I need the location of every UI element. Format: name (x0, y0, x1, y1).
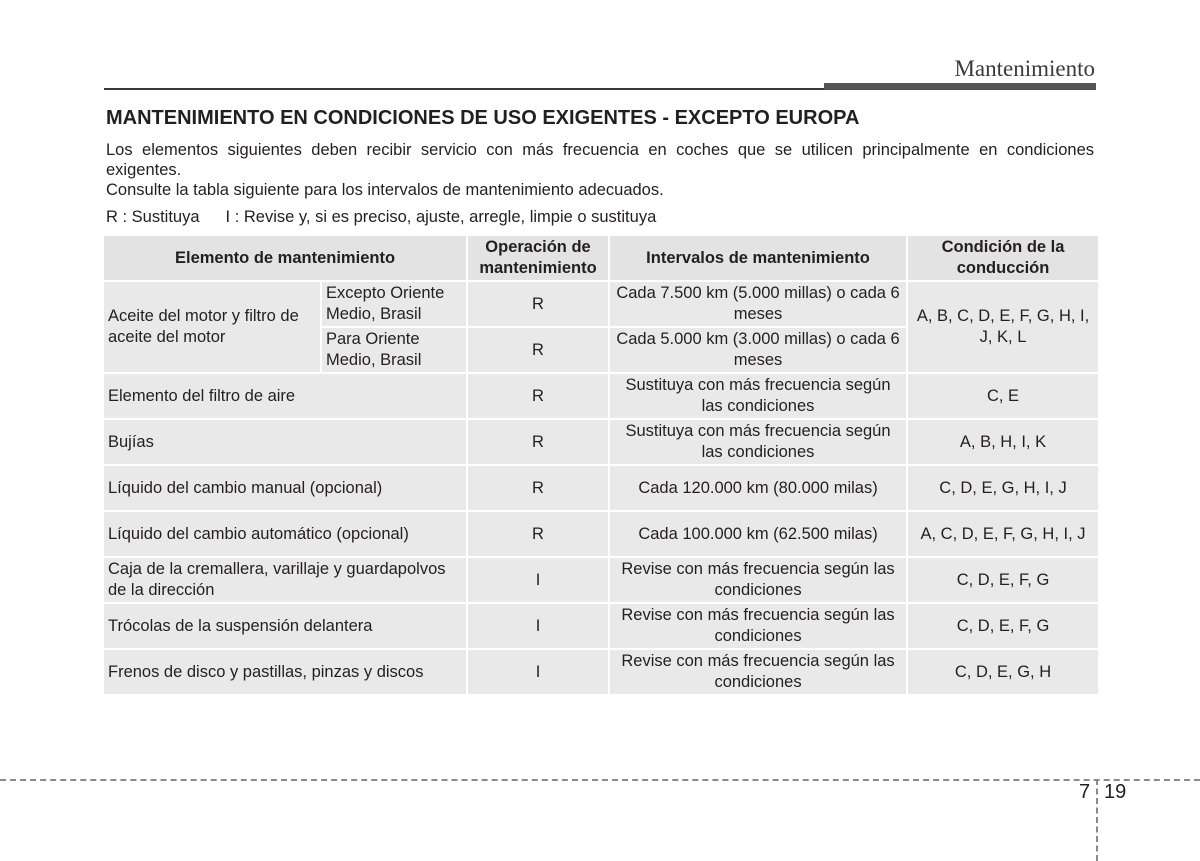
row-item: Bujías (104, 420, 466, 464)
row-operation: I (468, 604, 608, 648)
row-item: Líquido del cambio automático (opcional) (104, 512, 466, 556)
table-row (104, 374, 1098, 418)
row-operation: R (468, 328, 608, 372)
row-conditions: A, B, C, D, E, F, G, H, I, J, K, L (908, 282, 1098, 372)
row-item: Aceite del motor y filtro de aceite del motor (104, 282, 320, 372)
row-operation: I (468, 558, 608, 602)
row-interval: Cada 7.500 km (5.000 millas) o cada 6 meses (610, 282, 906, 326)
table-header-row (104, 236, 1098, 280)
row-conditions: C, D, E, F, G (908, 604, 1098, 648)
legend-inspect: I : Revise y, si es preciso, ajuste, arregle, limpie o sustituya (225, 208, 657, 226)
row-conditions: C, E (908, 374, 1098, 418)
page-number: 19 (1104, 781, 1127, 803)
legend (106, 207, 656, 227)
row-interval: Sustituya con más frecuencia según las condiciones (610, 374, 906, 418)
row-conditions: C, D, E, F, G (908, 558, 1098, 602)
table-row (104, 512, 1098, 556)
row-operation: I (468, 650, 608, 694)
row-interval: Cada 100.000 km (62.500 milas) (610, 512, 906, 556)
row-operation: R (468, 512, 608, 556)
table-row (104, 558, 1098, 602)
header-rule-accent (824, 83, 1096, 90)
row-item: Líquido del cambio manual (opcional) (104, 466, 466, 510)
legend-replace: R : Sustituya (106, 208, 200, 226)
row-interval: Revise con más frecuencia según las condiciones (610, 650, 906, 694)
row-operation: R (468, 466, 608, 510)
row-item: Elemento del filtro de aire (104, 374, 466, 418)
page-title: MANTENIMIENTO EN CONDICIONES DE USO EXIGENTES - EXCEPTO EUROPA (106, 107, 860, 129)
row-conditions: C, D, E, G, H (908, 650, 1098, 694)
row-interval: Sustituya con más frecuencia según las condiciones (610, 420, 906, 464)
row-interval: Revise con más frecuencia según las condiciones (610, 604, 906, 648)
footer-page-separator (1096, 779, 1098, 861)
row-conditions: C, D, E, G, H, I, J (908, 466, 1098, 510)
footer-divider (0, 779, 1200, 781)
maintenance-table (102, 234, 1100, 696)
row-subitem: Excepto Oriente Medio, Brasil (322, 282, 466, 326)
row-operation: R (468, 420, 608, 464)
row-subitem: Para Oriente Medio, Brasil (322, 328, 466, 372)
table-row (104, 466, 1098, 510)
header-item: Elemento de mantenimiento (104, 236, 466, 280)
section-header-title: Mantenimiento (954, 56, 1095, 81)
row-item: Frenos de disco y pastillas, pinzas y discos (104, 650, 466, 694)
table-row (104, 282, 1098, 326)
table-row (104, 604, 1098, 648)
row-item: Caja de la cremallera, varillaje y guardapolvos de la dirección (104, 558, 466, 602)
row-interval: Cada 5.000 km (3.000 millas) o cada 6 meses (610, 328, 906, 372)
row-conditions: A, C, D, E, F, G, H, I, J (908, 512, 1098, 556)
table-row (104, 420, 1098, 464)
header-interval: Intervalos de mantenimiento (610, 236, 906, 280)
row-interval: Cada 120.000 km (80.000 milas) (610, 466, 906, 510)
table-row (104, 650, 1098, 694)
row-conditions: A, B, H, I, K (908, 420, 1098, 464)
intro-paragraph: Los elementos siguientes deben recibir servicio con más frecuencia en coches que se utilicen principalmente en condiciones exigentes. (106, 141, 1094, 179)
row-operation: R (468, 282, 608, 326)
row-item: Trócolas de la suspensión delantera (104, 604, 466, 648)
row-operation: R (468, 374, 608, 418)
header-rule (104, 88, 824, 90)
intro-paragraph-2: Consulte la tabla siguiente para los intervalos de mantenimiento adecuados. (106, 181, 664, 199)
header-operation: Operación de mantenimiento (468, 236, 608, 280)
chapter-number: 7 (1079, 781, 1091, 803)
header-condition: Condición de la conducción (908, 236, 1098, 280)
row-interval: Revise con más frecuencia según las condiciones (610, 558, 906, 602)
